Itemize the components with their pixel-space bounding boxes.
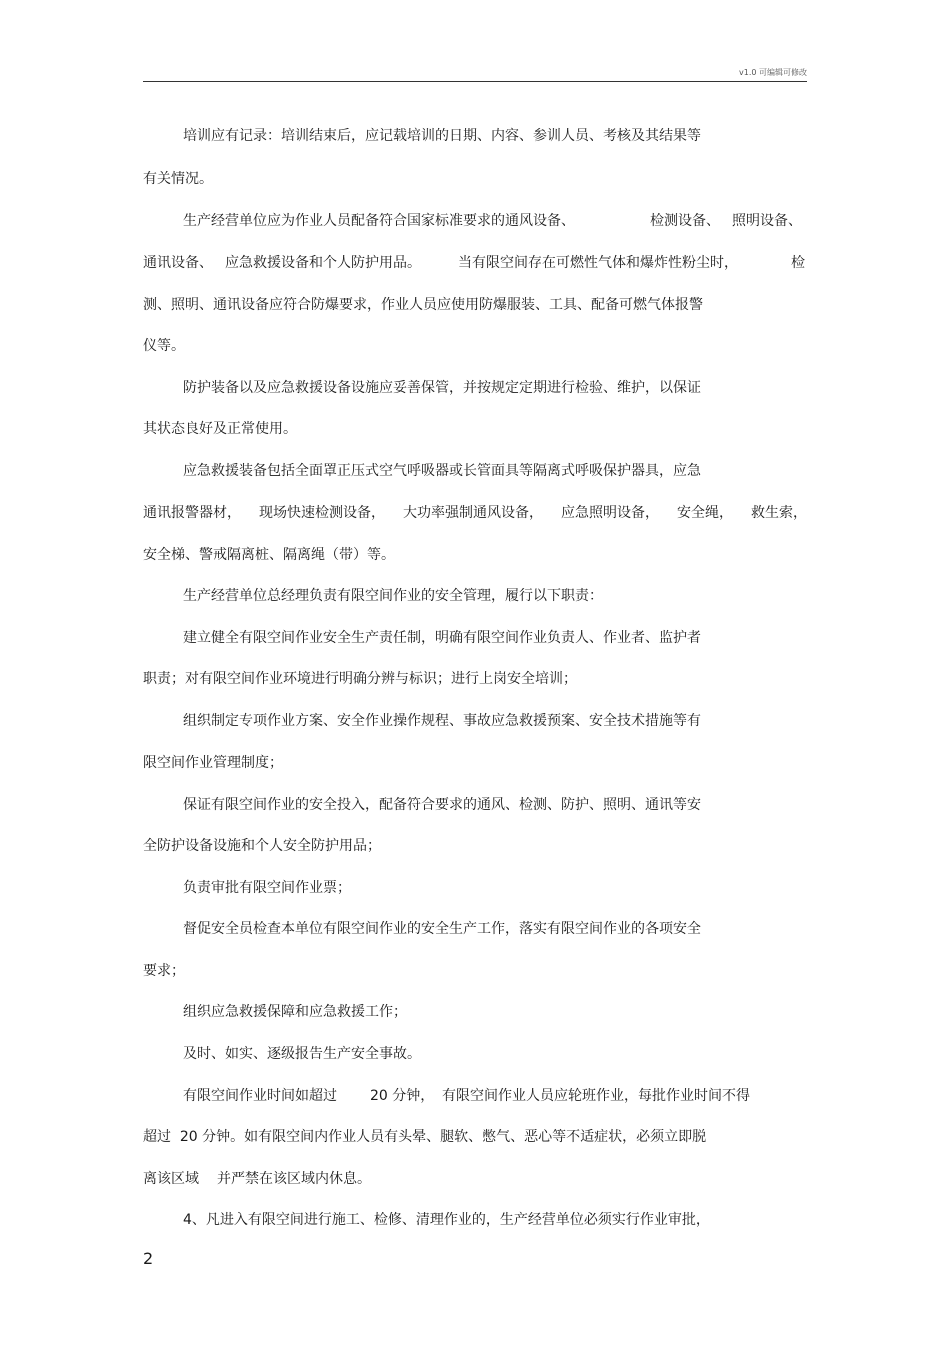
text-segment: 通讯报警器材， (143, 505, 241, 521)
text-line: 离该区域 (143, 1171, 199, 1187)
text-line: 有限空间作业时间如超过 (183, 1088, 337, 1104)
text-line: 及时、如实、逐级报告生产安全事故。 (183, 1046, 421, 1062)
text-line: 有关情况。 (143, 171, 213, 187)
text-line: 照明设备、 (732, 213, 802, 229)
text-line: 安全梯、警戒隔离桩、隔离绳（带）等。 (143, 547, 395, 563)
text-line: 防护装备以及应急救援设备设施应妥善保管，并按规定定期进行检验、维护，以保证 (183, 380, 701, 396)
text-line: 有限空间作业人员应轮班作业，每批作业时间不得 (442, 1088, 750, 1104)
text-line: 其状态良好及正常使用。 (143, 421, 297, 437)
text-segment: 救生索， (751, 505, 807, 521)
text-line: 生产经营单位应为作业人员配备符合国家标准要求的通风设备、 (183, 213, 575, 229)
header-version-note: v1.0 可编辑可修改 (739, 68, 807, 77)
text-line: 当有限空间存在可燃性气体和爆炸性粉尘时， (458, 255, 738, 271)
text-line: 保证有限空间作业的安全投入，配备符合要求的通风、检测、防护、照明、通讯等安 (183, 797, 701, 813)
text-segment: 应急照明设备， (561, 505, 659, 521)
text-line: 超过 20 分钟。如有限空间内作业人员有头晕、腿软、憋气、恶心等不适症状，必须立即脱 (143, 1129, 707, 1145)
text-line: 培训应有记录：培训结束后，应记载培训的日期、内容、参训人员、考核及其结果等 (183, 128, 701, 144)
text-line: 负责审批有限空间作业票； (183, 880, 351, 896)
text-line: 生产经营单位总经理负责有限空间作业的安全管理，履行以下职责： (183, 588, 603, 604)
text-line-justified (143, 504, 807, 522)
text-line: 检测设备、 (650, 213, 720, 229)
text-line: 组织制定专项作业方案、安全作业操作规程、事故应急救援预案、安全技术措施等有 (183, 713, 701, 729)
text-line: 要求； (143, 963, 185, 979)
text-line: 应急救援设备和个人防护用品。 (225, 255, 421, 271)
text-line: 建立健全有限空间作业安全生产责任制，明确有限空间作业负责人、作业者、监护者 (183, 630, 701, 646)
text-line: 组织应急救援保障和应急救援工作； (183, 1004, 407, 1020)
text-line: 测、照明、通讯设备应符合防爆要求，作业人员应使用防爆服装、工具、配备可燃气体报警 (143, 297, 703, 313)
text-line: 限空间作业管理制度； (143, 755, 283, 771)
text-line: 并严禁在该区域内休息。 (217, 1171, 371, 1187)
text-line: 检 (791, 255, 805, 271)
text-line: 职责；对有限空间作业环境进行明确分辨与标识；进行上岗安全培训； (143, 671, 577, 687)
text-line: 通讯设备、 (143, 255, 213, 271)
page-number: 2 (143, 1249, 154, 1268)
text-segment: 现场快速检测设备， (259, 505, 385, 521)
text-line: 仪等。 (143, 338, 185, 354)
text-segment: 大功率强制通风设备， (403, 505, 543, 521)
text-line: 20 分钟， (370, 1088, 435, 1104)
text-line: 应急救援装备包括全面罩正压式空气呼吸器或长管面具等隔离式呼吸保护器具，应急 (183, 463, 701, 479)
text-line: 全防护设备设施和个人安全防护用品； (143, 838, 381, 854)
text-segment: 安全绳， (677, 505, 733, 521)
text-line: 4、凡进入有限空间进行施工、检修、清理作业的，生产经营单位必须实行作业审批， (183, 1212, 710, 1228)
header-rule (143, 81, 807, 82)
text-line: 督促安全员检查本单位有限空间作业的安全生产工作，落实有限空间作业的各项安全 (183, 921, 701, 937)
